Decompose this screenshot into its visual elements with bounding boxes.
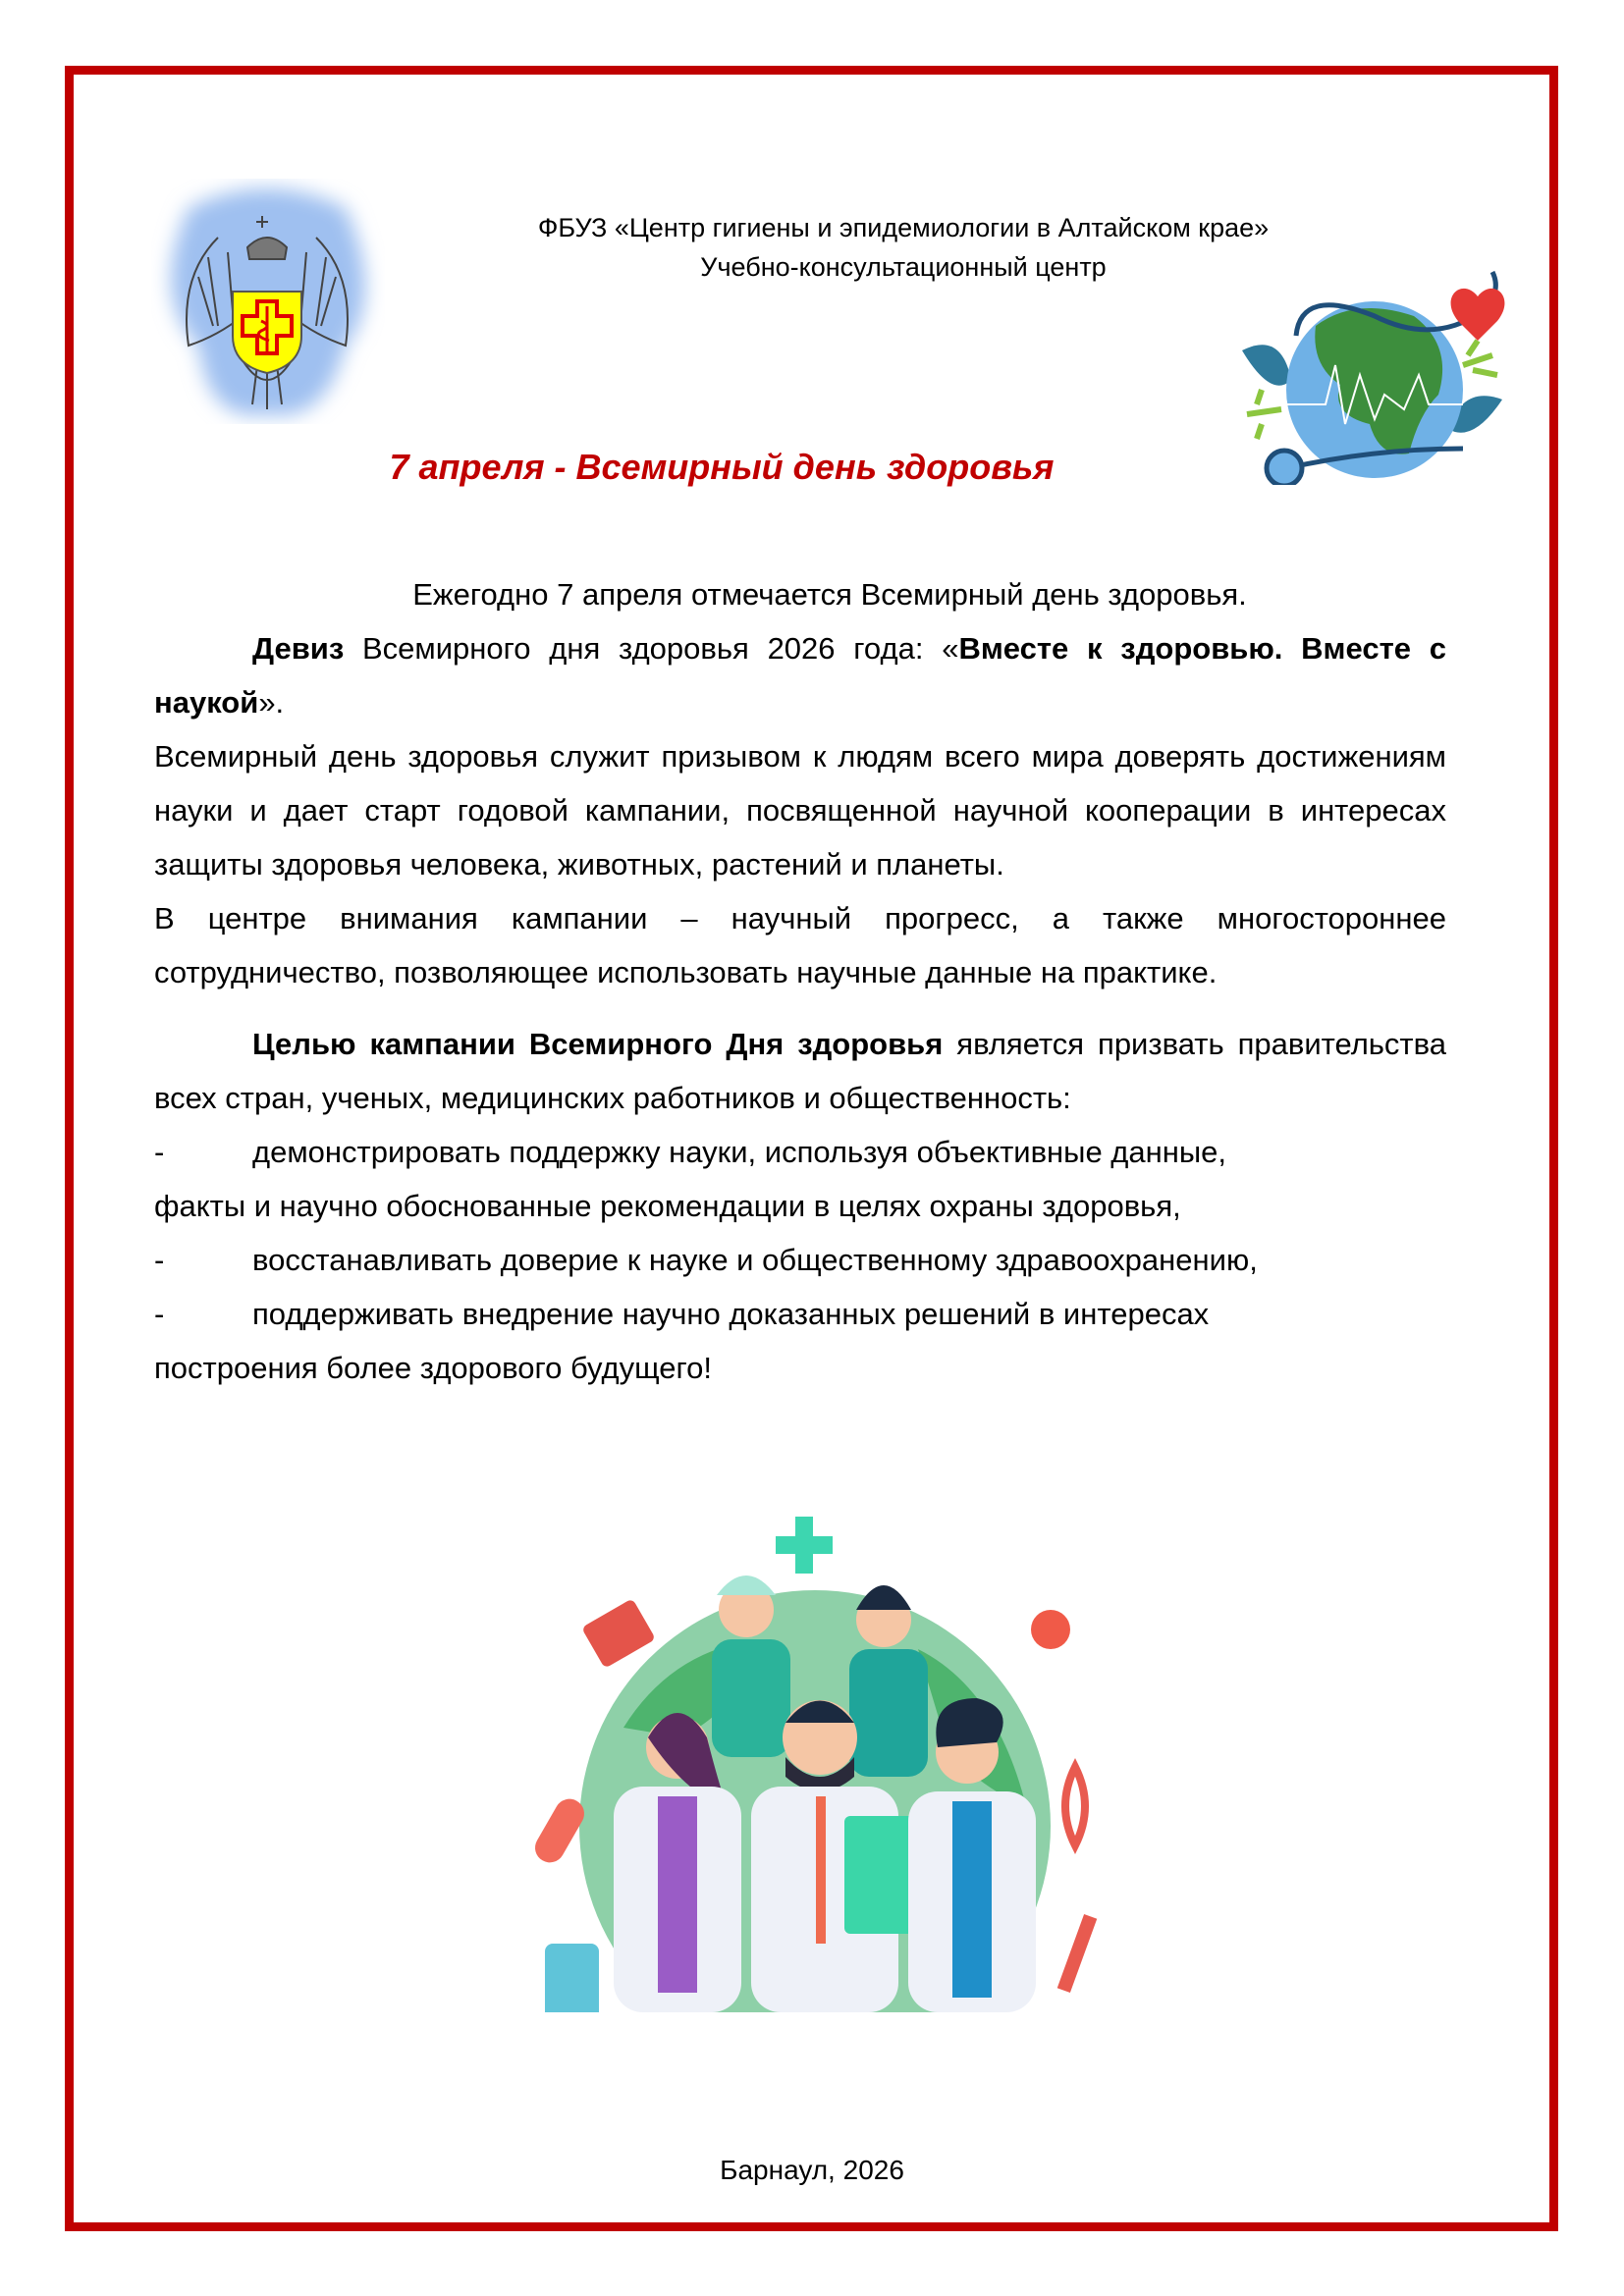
goal-label: Целью кампании Всемирного Дня здоровья — [252, 1027, 944, 1061]
page-title: 7 апреля - Всемирный день здоровья — [389, 447, 1055, 487]
goal-paragraph — [154, 1017, 1446, 1125]
footer-place-year: Барнаул, 2026 — [720, 2155, 904, 2185]
motto-label: Девиз — [252, 631, 345, 666]
motto-paragraph — [154, 621, 1446, 729]
medical-team-illustration — [506, 1502, 1124, 2012]
list-item — [154, 1233, 1446, 1287]
focus-paragraph: В центре внимания кампании – научный прогресс, а также многостороннее сотрудничество, позволяющее использовать научные данные на практике. — [154, 901, 1446, 989]
emblem-icon — [149, 179, 385, 424]
intro-paragraph: Ежегодно 7 апреля отмечается Всемирный день здоровья. — [412, 577, 1247, 612]
list-item — [154, 1287, 1446, 1341]
list-dash: - — [154, 1297, 165, 1331]
list-dash: - — [154, 1243, 165, 1277]
org-name: ФБУЗ «Центр гигиены и эпидемиологии в Алтайском крае» — [537, 213, 1270, 242]
globe-stethoscope-icon — [1227, 257, 1522, 485]
science-paragraph: Всемирный день здоровья служит призывом к людям всего мира доверять достижениям науки и дает старт годовой кампании, посвященной научной кооперации в интересах защиты здоровья человека, животных, растений и планеты. — [154, 739, 1446, 881]
motto-text: Всемирного дня здоровья 2026 года: « — [344, 631, 959, 666]
list-continuation: факты и научно обоснованные рекомендации в целях охраны здоровья, — [154, 1189, 1181, 1223]
list-text: восстанавливать доверие к науке и общественному здравоохранению, — [252, 1243, 1258, 1277]
org-department: Учебно-консультационный центр — [700, 252, 1107, 282]
list-item — [154, 1125, 1446, 1179]
list-continuation: построения более здорового будущего! — [154, 1351, 712, 1385]
list-dash: - — [154, 1135, 165, 1169]
motto-end: ». — [258, 685, 285, 720]
goal-text: является призвать правительства всех стран, ученых, медицинских работников и общественность: — [154, 1027, 1446, 1115]
list-text: демонстрировать поддержку науки, используя объективные данные, — [252, 1135, 1227, 1169]
motto-quote: Вместе к здоровью. Вместе с наукой — [154, 631, 1446, 720]
document-body — [154, 567, 1446, 1395]
list-text: поддерживать внедрение научно доказанных решений в интересах — [252, 1297, 1210, 1331]
